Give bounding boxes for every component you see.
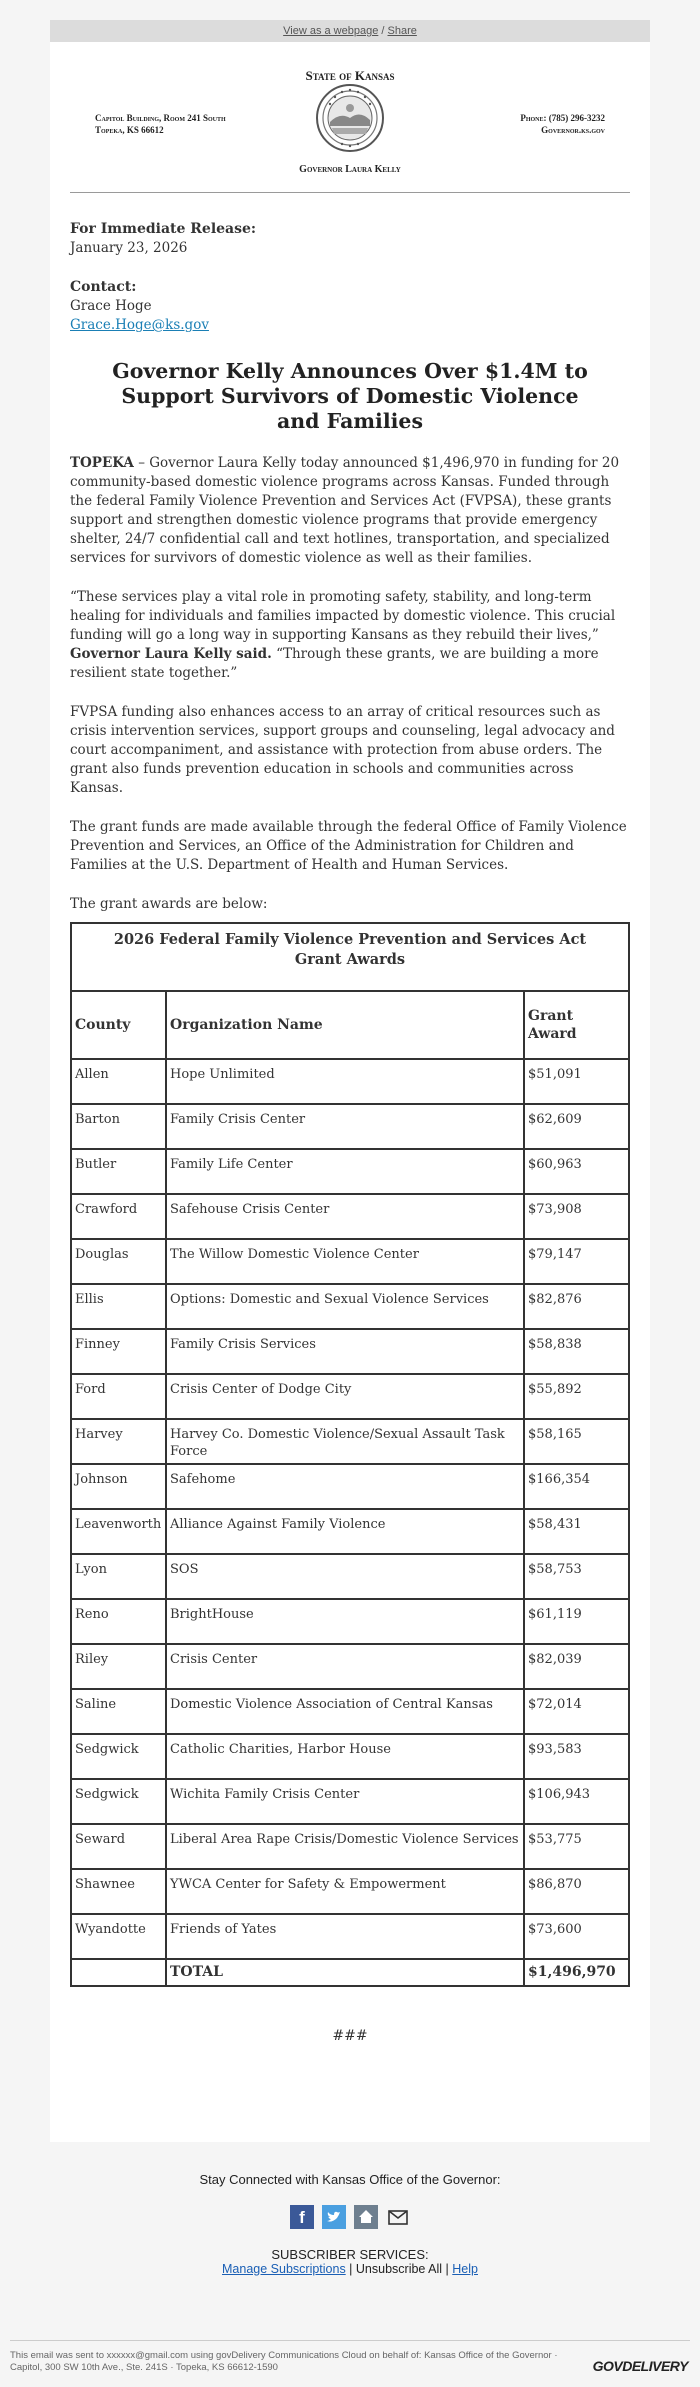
organization-cell: Safehouse Crisis Center: [166, 1194, 524, 1239]
grant-award-cell: $166,354: [524, 1464, 629, 1509]
fine-print: This email was sent to xxxxxx@gmail.com using govDelivery Communications Cloud on behalf of: Kansas Office of the Governor · Capitol, 300 SW 10th Ave., Ste. 241S · Topeka, KS 66612-1590: [10, 2350, 558, 2373]
letterhead: [50, 42, 650, 192]
county-cell: Ford: [71, 1374, 166, 1419]
table-row: [71, 1644, 629, 1689]
grant-award-cell: $61,119: [524, 1599, 629, 1644]
state-title: State of Kansas: [305, 68, 395, 83]
table-row: [71, 1239, 629, 1284]
governor-name: Governor Laura Kelly: [299, 164, 401, 175]
table-row: [71, 1284, 629, 1329]
contact-info: [520, 112, 605, 136]
quote-speaker: Governor Laura Kelly said.: [70, 646, 272, 662]
grant-award-cell: $73,908: [524, 1194, 629, 1239]
organization-cell: Catholic Charities, Harbor House: [166, 1734, 524, 1779]
grant-award-cell: $58,753: [524, 1554, 629, 1599]
table-row: [71, 1464, 629, 1509]
organization-cell: BrightHouse: [166, 1599, 524, 1644]
county-cell: Douglas: [71, 1239, 166, 1284]
footer-divider: [10, 2340, 690, 2341]
county-cell: Wyandotte: [71, 1914, 166, 1959]
topbar-separator: /: [378, 25, 388, 37]
dateline: TOPEKA: [70, 455, 134, 471]
kansas-seal-icon: [316, 84, 384, 152]
grant-award-cell: $93,583: [524, 1734, 629, 1779]
county-cell: Sedgwick: [71, 1734, 166, 1779]
manage-subscriptions-link[interactable]: Manage Subscriptions: [222, 2262, 346, 2276]
table-row: [71, 1194, 629, 1239]
email-body-card: [50, 42, 650, 2142]
county-cell: Harvey: [71, 1419, 166, 1464]
caption-line-1: 2026 Federal Family Violence Prevention and Services Act: [113, 931, 587, 948]
pipe-2: |: [442, 2262, 453, 2276]
subscriber-links: [0, 2262, 700, 2276]
press-release: [70, 220, 630, 2046]
paragraph-2: [70, 588, 630, 683]
caption-line-2: Grant Awards: [294, 951, 406, 968]
county-cell: Allen: [71, 1059, 166, 1104]
grant-award-cell: $62,609: [524, 1104, 629, 1149]
table-row: [71, 1329, 629, 1374]
unsubscribe-all-link[interactable]: Unsubscribe All: [355, 2262, 443, 2276]
table-row: [71, 1734, 629, 1779]
contact-name: Grace Hoge: [70, 298, 152, 314]
organization-cell: Domestic Violence Association of Central Kansas: [166, 1689, 524, 1734]
total-label: TOTAL: [166, 1959, 524, 1986]
header-organization: Organization Name: [166, 991, 524, 1059]
grant-award-cell: $58,838: [524, 1329, 629, 1374]
paragraph-4: The grant funds are made available through the federal Office of Family Violence Prevention and Services, an Office of the Administration for Children and Families at the U.S. Department of Health and Human Services.: [70, 819, 627, 873]
grant-awards-table: [70, 922, 630, 1987]
social-icons: [0, 2205, 700, 2231]
organization-cell: Crisis Center: [166, 1644, 524, 1689]
county-cell: Sedgwick: [71, 1779, 166, 1824]
grant-award-cell: $82,039: [524, 1644, 629, 1689]
grant-award-cell: $58,431: [524, 1509, 629, 1554]
county-cell: Reno: [71, 1599, 166, 1644]
table-row: [71, 1869, 629, 1914]
header-county: County: [71, 991, 166, 1059]
paragraph-1: [70, 454, 630, 568]
organization-cell: Family Life Center: [166, 1149, 524, 1194]
header-grant-award: Grant Award: [524, 991, 629, 1059]
table-row: [71, 1554, 629, 1599]
top-link-bar: [50, 20, 650, 42]
home-icon[interactable]: [354, 2205, 378, 2229]
grant-award-cell: $72,014: [524, 1689, 629, 1734]
table-row: [71, 1824, 629, 1869]
organization-cell: Hope Unlimited: [166, 1059, 524, 1104]
grant-award-cell: $106,943: [524, 1779, 629, 1824]
table-row: [71, 1914, 629, 1959]
county-cell: Leavenworth: [71, 1509, 166, 1554]
grant-award-cell: $60,963: [524, 1149, 629, 1194]
county-cell: Barton: [71, 1104, 166, 1149]
organization-cell: SOS: [166, 1554, 524, 1599]
contact-email-link[interactable]: Grace.Hoge@ks.gov: [70, 317, 209, 333]
organization-cell: Safehome: [166, 1464, 524, 1509]
county-cell: Ellis: [71, 1284, 166, 1329]
footer: [0, 2172, 700, 2276]
organization-cell: Harvey Co. Domestic Violence/Sexual Assault Task Force: [166, 1419, 524, 1464]
end-mark: ###: [332, 2028, 368, 2044]
table-row: [71, 1689, 629, 1734]
county-cell: Johnson: [71, 1464, 166, 1509]
paragraph-5: The grant awards are below:: [70, 896, 268, 912]
phone-number: Phone: (785) 296-3232: [520, 113, 605, 123]
organization-cell: Friends of Yates: [166, 1914, 524, 1959]
release-label: For Immediate Release:: [70, 221, 257, 237]
table-header-row: [71, 991, 629, 1059]
grant-award-cell: $58,165: [524, 1419, 629, 1464]
email-icon[interactable]: [386, 2205, 410, 2229]
release-date: January 23, 2026: [70, 240, 188, 256]
grant-award-cell: $79,147: [524, 1239, 629, 1284]
table-caption: [71, 923, 629, 991]
total-empty-cell: [71, 1959, 166, 1986]
county-cell: Crawford: [71, 1194, 166, 1239]
pipe-1: |: [345, 2262, 356, 2276]
county-cell: Finney: [71, 1329, 166, 1374]
total-value: $1,496,970: [524, 1959, 629, 1986]
table-row: [71, 1149, 629, 1194]
subscriber-services-title: SUBSCRIBER SERVICES:: [271, 2247, 429, 2262]
organization-cell: Family Crisis Services: [166, 1329, 524, 1374]
grant-award-cell: $73,600: [524, 1914, 629, 1959]
county-cell: Saline: [71, 1689, 166, 1734]
grant-award-cell: $51,091: [524, 1059, 629, 1104]
view-as-webpage-link[interactable]: View as a webpage: [283, 25, 379, 37]
table-row: [71, 1509, 629, 1554]
table-row: [71, 1419, 629, 1464]
paragraph-3: FVPSA funding also enhances access to an array of critical resources such as crisis intervention services, support groups and counseling, legal advocacy and court accompaniment, and assistance with protection from abuse orders. The grant also funds prevention education in schools and communities across Kansas.: [70, 704, 615, 796]
organization-cell: YWCA Center for Safety & Empowerment: [166, 1869, 524, 1914]
organization-cell: Wichita Family Crisis Center: [166, 1779, 524, 1824]
table-row: [71, 1779, 629, 1824]
twitter-icon[interactable]: [322, 2205, 346, 2229]
quote-part-b: “Through these grants, we are building a more resilient state together.”: [70, 646, 599, 681]
organization-cell: Options: Domestic and Sexual Violence Services: [166, 1284, 524, 1329]
table-row: [71, 1104, 629, 1149]
address-line-1: Capitol Building, Room 241 South: [95, 113, 226, 123]
stay-connected-text: Stay Connected with Kansas Office of the Governor:: [199, 2172, 501, 2187]
county-cell: Riley: [71, 1644, 166, 1689]
grant-award-cell: $53,775: [524, 1824, 629, 1869]
table-body: [71, 1059, 629, 1959]
govdelivery-logo: GOVDELIVERY: [592, 2358, 688, 2374]
county-cell: Seward: [71, 1824, 166, 1869]
organization-cell: The Willow Domestic Violence Center: [166, 1239, 524, 1284]
organization-cell: Family Crisis Center: [166, 1104, 524, 1149]
organization-cell: Alliance Against Family Violence: [166, 1509, 524, 1554]
county-cell: Shawnee: [71, 1869, 166, 1914]
table-caption-row: [71, 923, 629, 991]
address-line-2: Topeka, KS 66612: [95, 125, 164, 135]
share-link[interactable]: Share: [387, 25, 417, 37]
table-row: [71, 1599, 629, 1644]
grant-award-cell: $86,870: [524, 1869, 629, 1914]
capitol-address: [95, 112, 226, 136]
organization-cell: Liberal Area Rape Crisis/Domestic Violence Services: [166, 1824, 524, 1869]
table-row: [71, 1059, 629, 1104]
paragraph-1-text: – Governor Laura Kelly today announced $1,496,970 in funding for 20 community-based domestic violence programs across Kansas. Funded through the federal Family Violence Prevention and Services Act (FVPSA), these grants support and strengthen domestic violence programs that provide emergency shelter, 24/7 confidential call and text hotlines, transportation, and specialized services for survivors of domestic violence as well as their families.: [70, 455, 620, 566]
county-cell: Lyon: [71, 1554, 166, 1599]
table-total-row: [71, 1959, 629, 1986]
table-row: [71, 1374, 629, 1419]
headline: Governor Kelly Announces Over $1.4M to Support Survivors of Domestic Violence and Families: [112, 359, 588, 433]
quote-part-a: “These services play a vital role in promoting safety, stability, and long-term healing for individuals and families impacted by domestic violence. This crucial funding will go a long way in supporting Kansans as they rebuild their lives,”: [70, 589, 616, 643]
county-cell: Butler: [71, 1149, 166, 1194]
contact-label: Contact:: [70, 279, 137, 295]
facebook-icon[interactable]: f: [290, 2205, 314, 2229]
grant-award-cell: $82,876: [524, 1284, 629, 1329]
organization-cell: Crisis Center of Dodge City: [166, 1374, 524, 1419]
help-link[interactable]: Help: [452, 2262, 478, 2276]
grant-award-cell: $55,892: [524, 1374, 629, 1419]
letterhead-divider: [70, 192, 630, 193]
website: Governor.ks.gov: [541, 125, 605, 135]
